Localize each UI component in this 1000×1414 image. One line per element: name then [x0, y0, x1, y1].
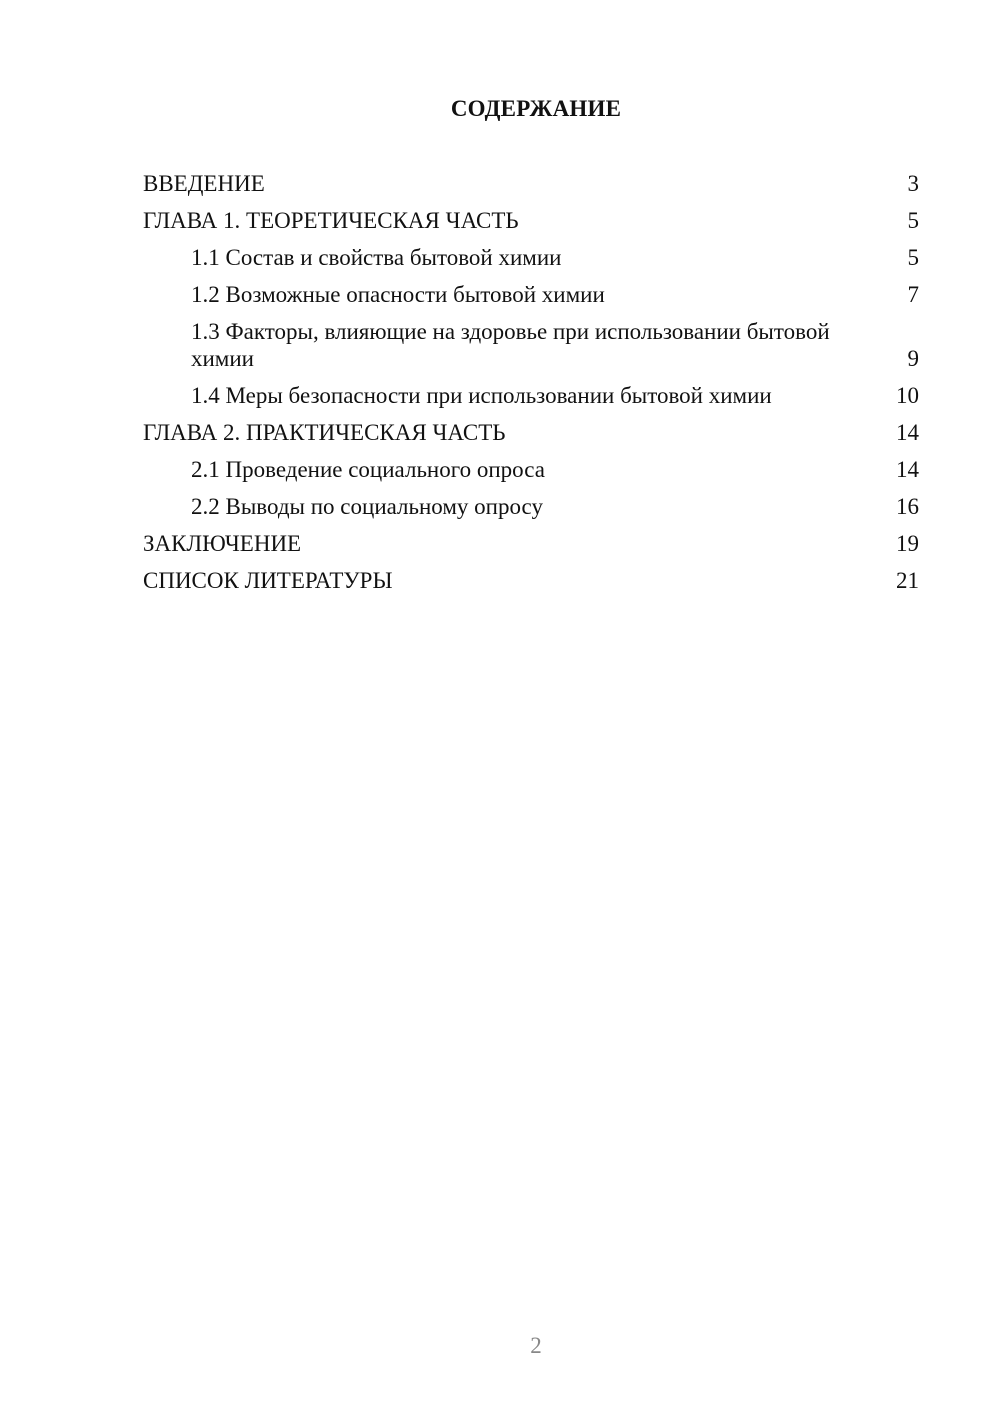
toc-entry-label: 1.3 Факторы, влияющие на здоровье при использовании бытовой химии [191, 319, 830, 371]
toc-entry-page: 10 [896, 383, 919, 408]
toc-entry-page: 7 [907, 282, 919, 307]
toc-entry-page: 3 [907, 171, 919, 196]
toc-entry-page: 9 [907, 346, 919, 371]
toc-entry-label: 1.4 Меры безопасности при использовании бытовой химии [191, 383, 772, 408]
toc-entry-section-2-1[interactable] [143, 456, 919, 483]
toc-entry-label: 2.1 Проведение социального опроса [191, 457, 545, 482]
toc-entry-chapter-2[interactable] [143, 419, 919, 446]
toc-entry-label: 2.2 Выводы по социальному опросу [191, 494, 543, 519]
toc-entry-label: ГЛАВА 1. ТЕОРЕТИЧЕСКАЯ ЧАСТЬ [143, 208, 519, 233]
toc-entry-page: 19 [896, 531, 919, 556]
toc-entry-section-2-2[interactable] [143, 493, 919, 520]
table-of-contents [143, 170, 919, 594]
toc-entry-label: ВВЕДЕНИЕ [143, 171, 265, 196]
toc-entry-page: 14 [896, 420, 919, 445]
toc-entry-introduction[interactable] [143, 170, 919, 197]
toc-entry-section-1-1[interactable] [143, 244, 919, 271]
toc-entry-page: 21 [896, 568, 919, 593]
toc-entry-label: СПИСОК ЛИТЕРАТУРЫ [143, 568, 393, 593]
page-title: СОДЕРЖАНИЕ [450, 96, 622, 121]
toc-entry-section-1-3[interactable] [143, 318, 919, 372]
toc-entry-label: 1.1 Состав и свойства бытовой химии [191, 245, 562, 270]
toc-entry-references[interactable] [143, 567, 919, 594]
toc-entry-label: ГЛАВА 2. ПРАКТИЧЕСКАЯ ЧАСТЬ [143, 420, 506, 445]
page-number: 2 [530, 1333, 542, 1358]
toc-entry-label: ЗАКЛЮЧЕНИЕ [143, 531, 302, 556]
toc-entry-page: 5 [907, 208, 919, 233]
toc-entry-page: 14 [896, 457, 919, 482]
toc-entry-section-1-2[interactable] [143, 281, 919, 308]
toc-entry-label: 1.2 Возможные опасности бытовой химии [191, 282, 605, 307]
toc-entry-page: 16 [896, 494, 919, 519]
toc-entry-page: 5 [907, 245, 919, 270]
toc-entry-section-1-4[interactable] [143, 382, 919, 409]
toc-entry-chapter-1[interactable] [143, 207, 919, 234]
toc-entry-conclusion[interactable] [143, 530, 919, 557]
